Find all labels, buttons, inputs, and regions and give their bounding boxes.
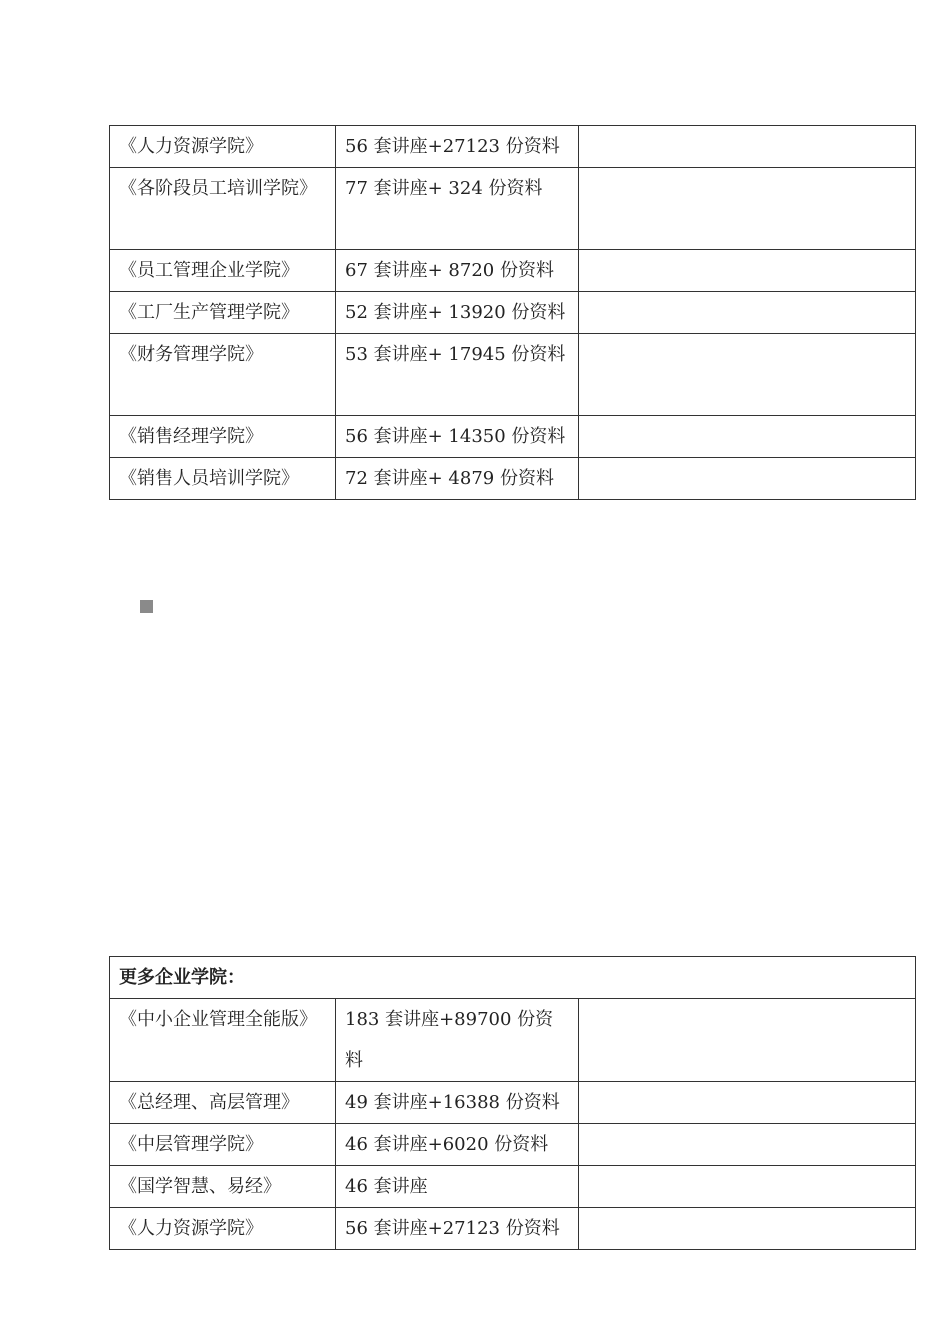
academy-note	[579, 168, 916, 250]
academy-name: 《总经理、高层管理》	[110, 1082, 336, 1124]
academy-name: 《国学智慧、易经》	[110, 1166, 336, 1208]
academy-name: 《财务管理学院》	[110, 334, 336, 416]
academy-note	[579, 334, 916, 416]
table-row	[110, 250, 916, 292]
academy-note	[579, 1082, 916, 1124]
table-row	[110, 334, 916, 416]
table-row	[110, 292, 916, 334]
academy-content: 77 套讲座+ 324 份资料	[336, 168, 579, 250]
table-row	[110, 1208, 916, 1250]
table-row	[110, 416, 916, 458]
academy-note	[579, 1208, 916, 1250]
table-row	[110, 1124, 916, 1166]
academy-content: 52 套讲座+ 13920 份资料	[336, 292, 579, 334]
table-row	[110, 168, 916, 250]
table-row	[110, 458, 916, 500]
academy-content: 56 套讲座+ 14350 份资料	[336, 416, 579, 458]
table-row	[110, 1166, 916, 1208]
academy-note	[579, 458, 916, 500]
academy-content: 183 套讲座+89700 份资料	[336, 999, 579, 1082]
academy-note	[579, 292, 916, 334]
table-row	[110, 1082, 916, 1124]
table-row	[110, 126, 916, 168]
academy-note	[579, 1124, 916, 1166]
academy-name: 《人力资源学院》	[110, 126, 336, 168]
academy-name: 《中小企业管理全能版》	[110, 999, 336, 1082]
academy-content: 49 套讲座+16388 份资料	[336, 1082, 579, 1124]
academy-content: 67 套讲座+ 8720 份资料	[336, 250, 579, 292]
academy-note	[579, 999, 916, 1082]
academy-content: 46 套讲座+6020 份资料	[336, 1124, 579, 1166]
table-row	[110, 999, 916, 1082]
square-bullet-icon	[140, 600, 153, 613]
academy-note	[579, 126, 916, 168]
academy-content: 56 套讲座+27123 份资料	[336, 126, 579, 168]
academy-content: 53 套讲座+ 17945 份资料	[336, 334, 579, 416]
academy-content: 56 套讲座+27123 份资料	[336, 1208, 579, 1250]
academy-name: 《员工管理企业学院》	[110, 250, 336, 292]
academy-note	[579, 250, 916, 292]
academy-name: 《销售人员培训学院》	[110, 458, 336, 500]
academy-note	[579, 416, 916, 458]
academy-table	[109, 125, 916, 500]
academy-name: 《工厂生产管理学院》	[110, 292, 336, 334]
more-academies-heading: 更多企业学院：	[110, 957, 916, 999]
academy-content: 46 套讲座	[336, 1166, 579, 1208]
academy-name: 《人力资源学院》	[110, 1208, 336, 1250]
academy-note	[579, 1166, 916, 1208]
academy-name: 《销售经理学院》	[110, 416, 336, 458]
academy-name: 《各阶段员工培训学院》	[110, 168, 336, 250]
table-header-row	[110, 957, 916, 999]
academy-name: 《中层管理学院》	[110, 1124, 336, 1166]
more-academies-table	[109, 956, 916, 1250]
academy-content: 72 套讲座+ 4879 份资料	[336, 458, 579, 500]
